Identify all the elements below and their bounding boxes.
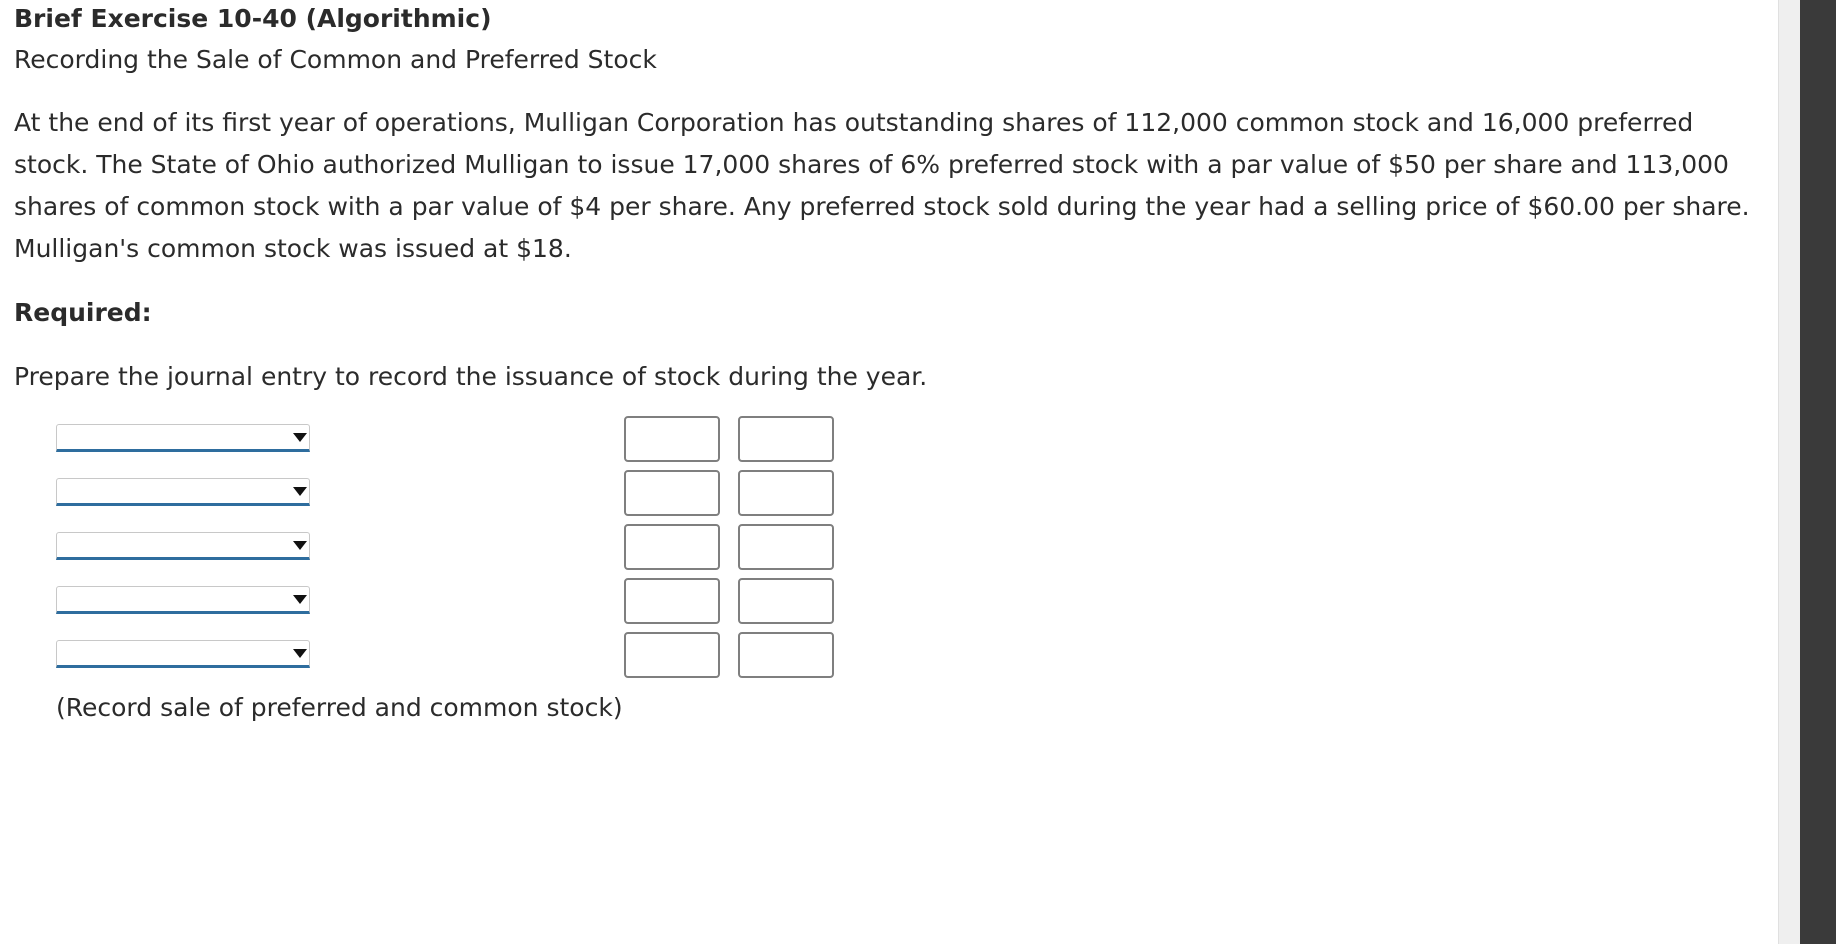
credit-amount-input[interactable] bbox=[738, 524, 834, 570]
scrollbar[interactable] bbox=[1778, 0, 1801, 944]
debit-amount-input[interactable] bbox=[624, 416, 720, 462]
credit-amount-input[interactable] bbox=[738, 470, 834, 516]
journal-row bbox=[14, 470, 854, 518]
dropdown-arrow-icon bbox=[293, 649, 307, 658]
dropdown-arrow-icon bbox=[293, 433, 307, 442]
problem-text: At the end of its first year of operations, Mulligan Corporation has outstanding shares of 112,000 common stock and 16,000 preferred stock. The State of Ohio authorized Mulligan to issue 17,000 shares of 6% preferred stock with a par value of $50 per share and 113,000 shares of common stock with a par value of $4 per share. Any preferred stock sold during the year had a selling price of $60.00 per share. Mulligan's common stock was issued at $18. bbox=[14, 108, 1750, 263]
account-dropdown[interactable] bbox=[56, 424, 310, 452]
credit-amount-input[interactable] bbox=[738, 632, 834, 678]
journal-entry-note: (Record sale of preferred and common stock) bbox=[56, 693, 623, 722]
account-dropdown[interactable] bbox=[56, 478, 310, 506]
journal-row bbox=[14, 416, 854, 464]
exercise-subtitle: Recording the Sale of Common and Preferred Stock bbox=[14, 45, 657, 74]
journal-row bbox=[14, 524, 854, 572]
account-dropdown[interactable] bbox=[56, 532, 310, 560]
account-dropdown[interactable] bbox=[56, 640, 310, 668]
debit-amount-input[interactable] bbox=[624, 632, 720, 678]
debit-amount-input[interactable] bbox=[624, 524, 720, 570]
credit-amount-input[interactable] bbox=[738, 578, 834, 624]
account-dropdown[interactable] bbox=[56, 586, 310, 614]
dropdown-arrow-icon bbox=[293, 487, 307, 496]
dropdown-arrow-icon bbox=[293, 595, 307, 604]
credit-amount-input[interactable] bbox=[738, 416, 834, 462]
dropdown-arrow-icon bbox=[293, 541, 307, 550]
required-heading: Required: bbox=[14, 298, 152, 327]
instruction-text: Prepare the journal entry to record the issuance of stock during the year. bbox=[14, 362, 928, 391]
window-edge bbox=[1800, 0, 1836, 944]
debit-amount-input[interactable] bbox=[624, 578, 720, 624]
exercise-title: Brief Exercise 10-40 (Algorithmic) bbox=[14, 4, 492, 33]
journal-row bbox=[14, 632, 854, 680]
debit-amount-input[interactable] bbox=[624, 470, 720, 516]
journal-row bbox=[14, 578, 854, 626]
